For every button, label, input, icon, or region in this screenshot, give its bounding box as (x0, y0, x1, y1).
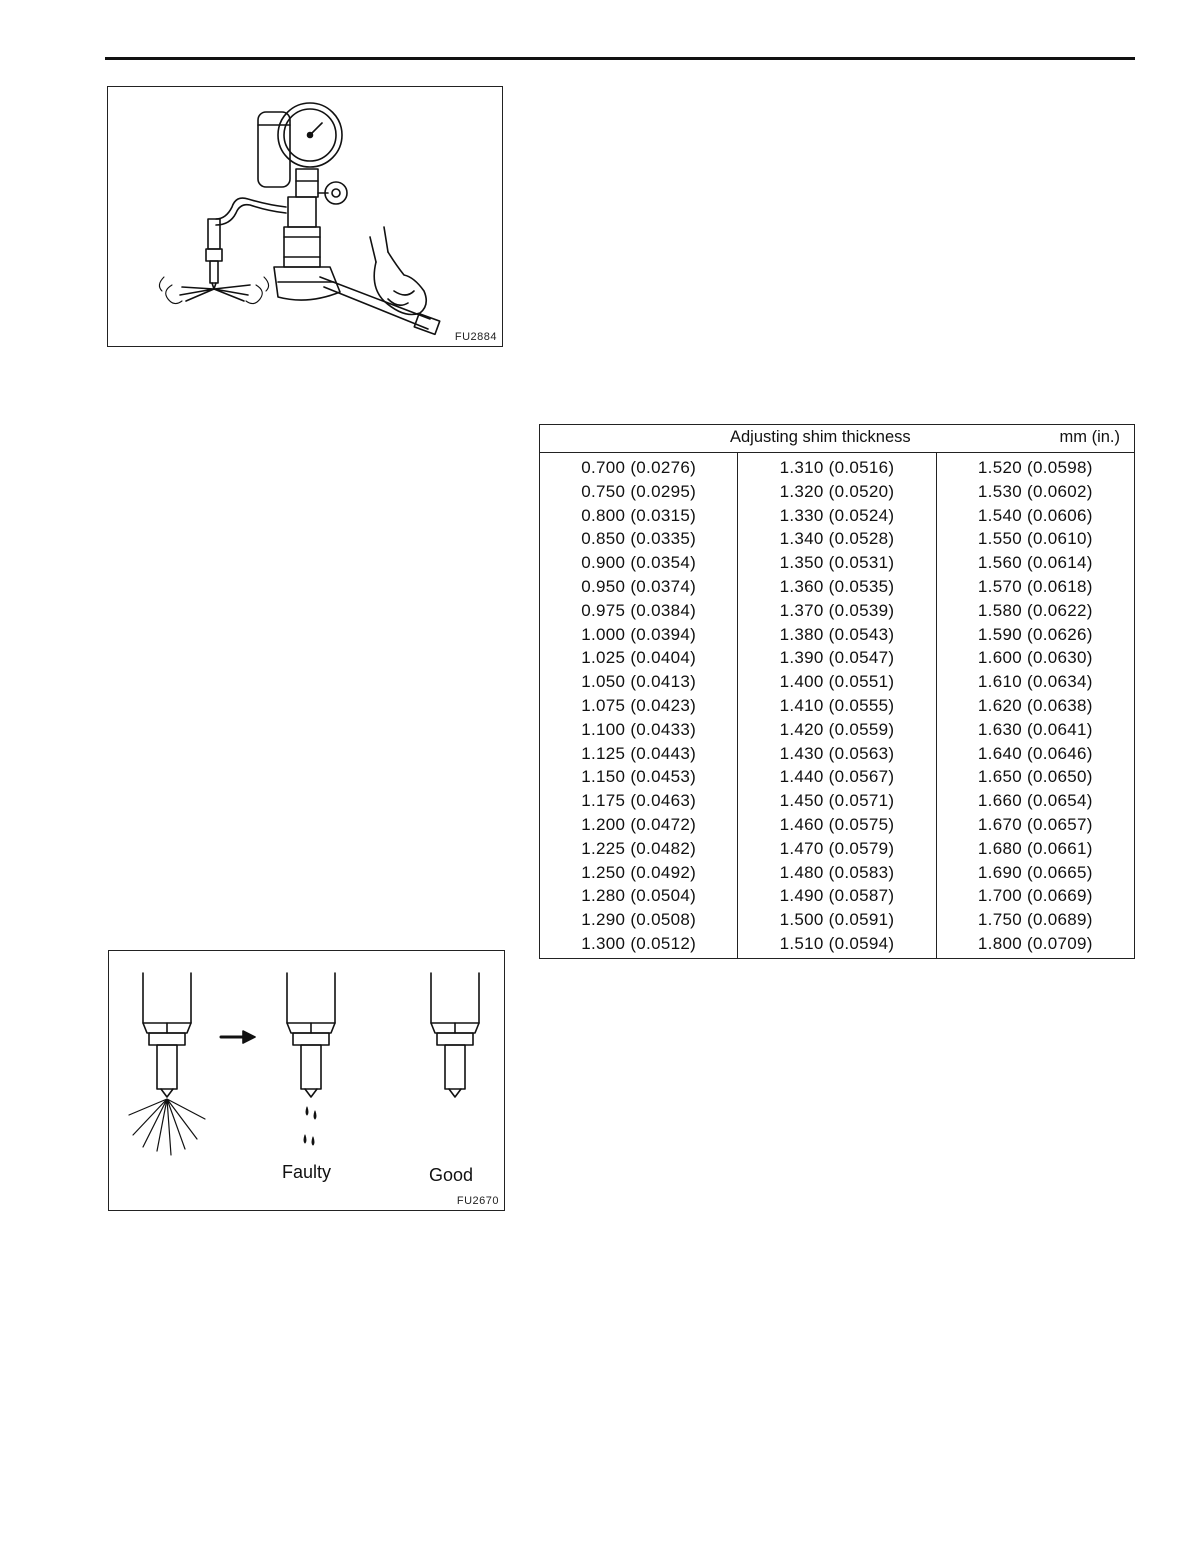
table-cell: 1.075 (0.0423) (581, 695, 697, 715)
table-cell: 1.390 (0.0547) (779, 648, 895, 668)
table-cell: 1.570 (0.0618) (977, 576, 1093, 596)
table-column (540, 452, 737, 958)
figure-code: FU2670 (456, 1195, 499, 1207)
table-cell: 1.290 (0.0508) (581, 910, 697, 930)
table-cell: 1.550 (0.0610) (977, 529, 1093, 549)
table-cell: 1.700 (0.0669) (977, 886, 1093, 906)
table-cell: 1.640 (0.0646) (977, 743, 1093, 763)
table-cell: 0.900 (0.0354) (581, 553, 697, 573)
table-cell: 1.430 (0.0563) (779, 743, 895, 763)
table-cell: 1.440 (0.0567) (779, 767, 895, 787)
table-cell: 0.975 (0.0384) (581, 600, 697, 620)
table-cell: 1.650 (0.0650) (977, 767, 1093, 787)
table-cell: 1.560 (0.0614) (977, 553, 1093, 573)
table-cell: 1.250 (0.0492) (581, 862, 697, 882)
table-cell: 1.100 (0.0433) (581, 719, 697, 739)
table-cell: 1.480 (0.0583) (779, 862, 895, 882)
table-cell: 0.950 (0.0374) (581, 576, 697, 596)
table-cell: 1.540 (0.0606) (977, 505, 1093, 525)
table-cell: 1.350 (0.0531) (779, 553, 895, 573)
table-unit: mm (in.) (1059, 428, 1120, 446)
table-cell: 1.670 (0.0657) (977, 814, 1093, 834)
table-cell: 0.700 (0.0276) (581, 458, 697, 477)
table-cell: 0.800 (0.0315) (581, 505, 697, 525)
table-cell: 1.400 (0.0551) (779, 672, 895, 692)
table-cell: 1.360 (0.0535) (779, 576, 895, 596)
injector-tester-figure (107, 86, 503, 347)
injector-tester-illustration (108, 87, 504, 348)
table-cell: 1.500 (0.0591) (779, 910, 895, 930)
table-cell: 1.510 (0.0594) (779, 933, 895, 953)
table-cell: 0.750 (0.0295) (581, 481, 697, 501)
table-body (540, 452, 1134, 958)
table-cell: 1.410 (0.0555) (779, 695, 895, 715)
table-cell: 1.370 (0.0539) (779, 600, 895, 620)
table-cell: 1.310 (0.0516) (779, 458, 895, 477)
table-cell: 1.630 (0.0641) (977, 719, 1093, 739)
good-label: Good (429, 1165, 474, 1185)
table-cell: 1.690 (0.0665) (977, 862, 1093, 882)
table-cell: 1.320 (0.0520) (779, 481, 895, 501)
table-cell: 1.660 (0.0654) (977, 791, 1093, 811)
table-title: Adjusting shim thickness (730, 428, 911, 446)
table-cell: 0.850 (0.0335) (581, 529, 697, 549)
table-cell: 1.150 (0.0453) (581, 767, 697, 787)
nozzle-spray-figure (108, 950, 505, 1211)
table-cell: 1.450 (0.0571) (779, 791, 895, 811)
table-cell: 1.600 (0.0630) (977, 648, 1093, 668)
table-cell: 1.125 (0.0443) (581, 743, 697, 763)
table-cell: 1.490 (0.0587) (779, 886, 895, 906)
table-cell: 1.225 (0.0482) (581, 838, 697, 858)
table-cell: 1.340 (0.0528) (779, 529, 895, 549)
table-cell: 1.050 (0.0413) (581, 672, 697, 692)
table-cell: 1.330 (0.0524) (779, 505, 895, 525)
table-column (737, 452, 935, 958)
table-cell: 1.750 (0.0689) (977, 910, 1093, 930)
table-cell: 1.300 (0.0512) (581, 933, 697, 953)
table-cell: 1.025 (0.0404) (581, 648, 697, 668)
table-cell: 1.175 (0.0463) (581, 791, 697, 811)
table-column (936, 452, 1134, 958)
table-cell: 1.800 (0.0709) (977, 933, 1093, 953)
table-cell: 1.590 (0.0626) (977, 624, 1093, 644)
table-cell: 1.200 (0.0472) (581, 814, 697, 834)
table-cell: 1.530 (0.0602) (977, 481, 1093, 501)
table-cell: 1.420 (0.0559) (779, 719, 895, 739)
table-cell: 1.380 (0.0543) (779, 624, 895, 644)
table-cell: 1.610 (0.0634) (977, 672, 1093, 692)
table-header (540, 425, 1134, 453)
table-cell: 1.680 (0.0661) (977, 838, 1093, 858)
table-cell: 1.580 (0.0622) (977, 600, 1093, 620)
table-cell: 1.000 (0.0394) (581, 624, 697, 644)
figure-code: FU2884 (454, 331, 497, 343)
header-rule (105, 57, 1135, 60)
table-cell: 1.620 (0.0638) (977, 695, 1093, 715)
table-cell: 1.470 (0.0579) (779, 838, 895, 858)
table-cell: 1.460 (0.0575) (779, 814, 895, 834)
shim-thickness-table (539, 424, 1135, 959)
table-cell: 1.520 (0.0598) (977, 458, 1093, 477)
faulty-label: Faulty (282, 1162, 332, 1182)
table-cell: 1.280 (0.0504) (581, 886, 697, 906)
